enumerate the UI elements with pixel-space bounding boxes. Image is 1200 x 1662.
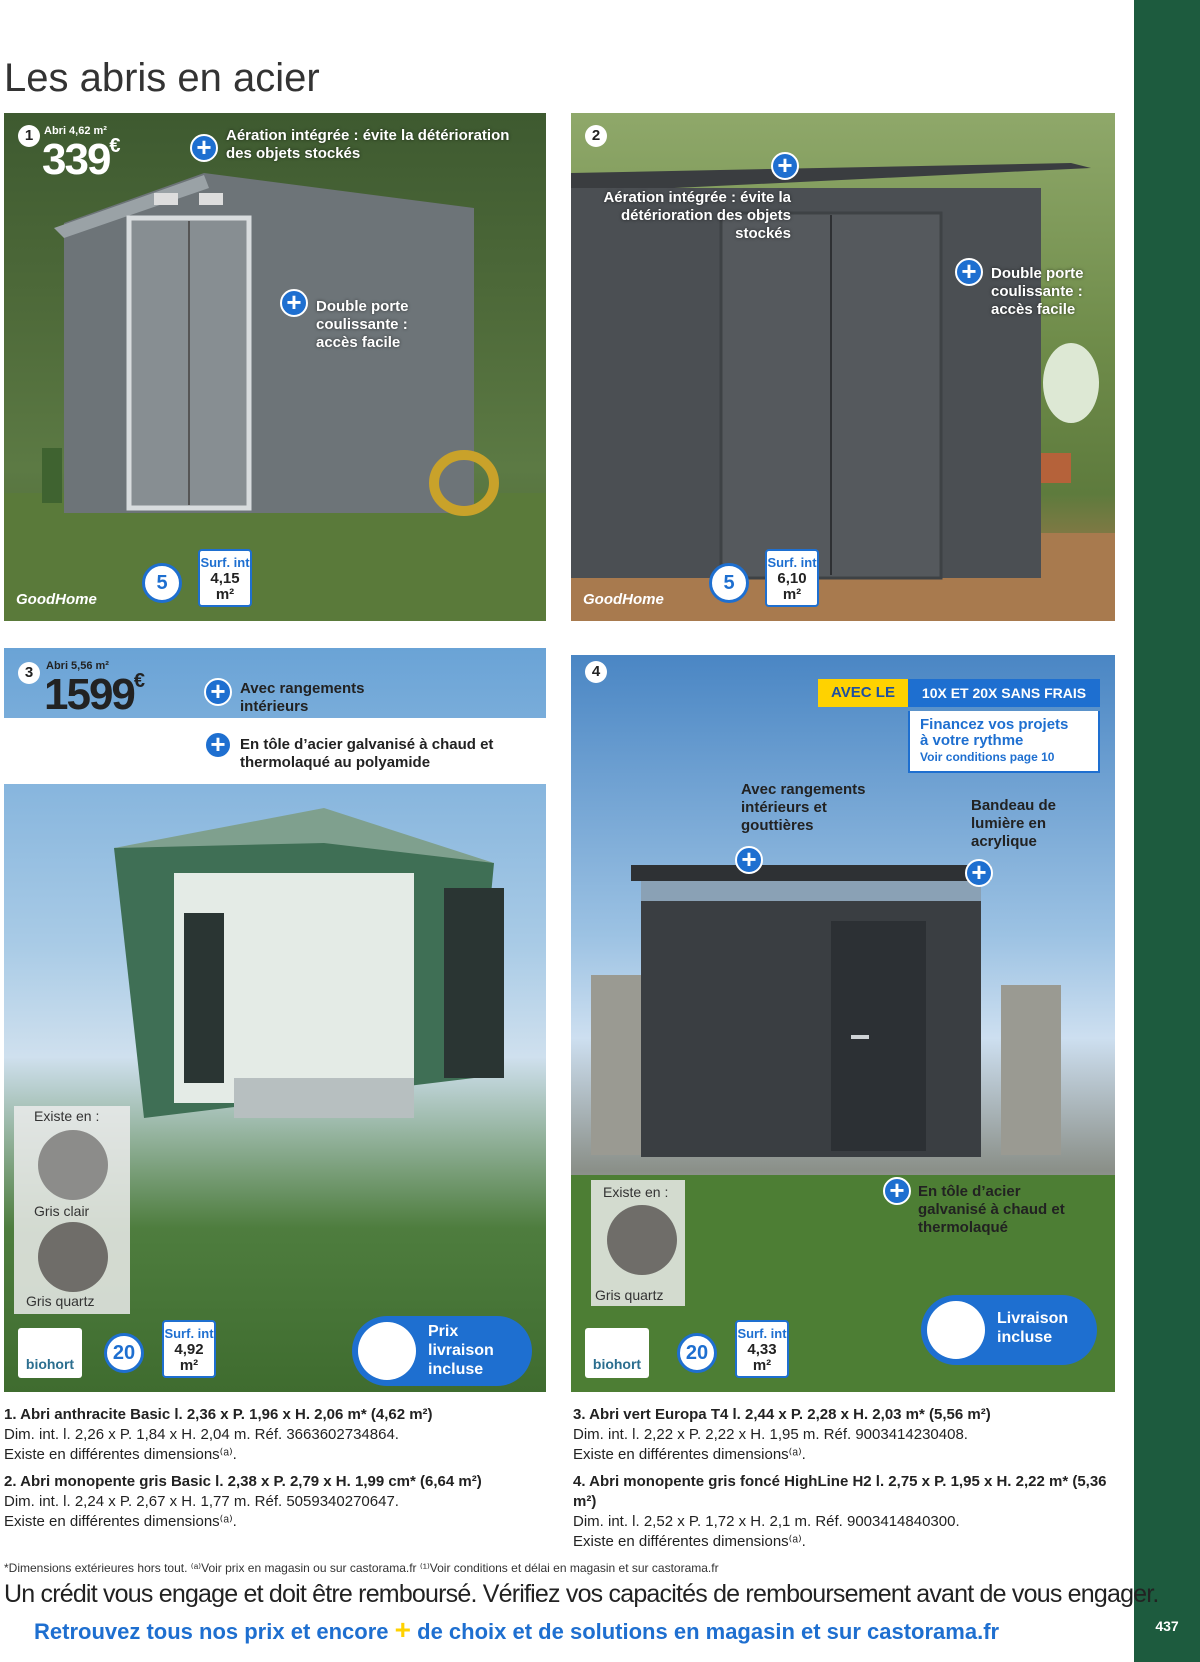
feature-text: Avec rangements intérieurs [240, 680, 365, 715]
product-number: 3 [18, 662, 40, 684]
surface-unit: m² [752, 1357, 772, 1374]
description-title: 1. Abri anthracite Basic l. 2,36 x P. 1,96 x H. 2,06 m* (4,62 m²) [4, 1406, 433, 1423]
surface-value: 6,10 [777, 570, 807, 587]
delivery-text: Livraison incluse [997, 1310, 1069, 1346]
currency: € [109, 135, 121, 157]
plus-icon: + [204, 678, 232, 706]
surface-label: Surf. int [767, 555, 817, 570]
truck-icon [927, 1301, 985, 1359]
warranty-badge: 20 [104, 1333, 144, 1373]
surface-value: 4,92 [174, 1341, 204, 1358]
color-swatch-gris-quartz[interactable] [607, 1205, 677, 1275]
page-title: Les abris en acier [4, 56, 320, 100]
price-value: 1599 [44, 670, 134, 719]
colors-label: Existe en : [34, 1108, 100, 1124]
feature-text: Aération intégrée : évite la détérioration des objets stockés [603, 189, 791, 242]
description-3 [573, 1405, 1113, 1465]
footnote: *Dimensions extérieures hors tout. ⁽ᵃ⁾Voir prix en magasin ou sur castorama.fr ⁽¹⁾Voir conditions et délai en magasin et sur castorama.fr [4, 1561, 719, 1575]
surface-value: 4,15 [210, 570, 240, 587]
color-swatch-gris-clair[interactable] [38, 1130, 108, 1200]
area-label: Abri 5,56 m² [46, 660, 109, 672]
product-panel-2[interactable] [571, 113, 1115, 621]
finance-line2: à votre rythme [920, 732, 1024, 749]
brand-biohort: biohort [585, 1328, 649, 1378]
surface-badge [162, 1320, 216, 1378]
price [42, 135, 121, 185]
warranty-badge: 5 [709, 563, 749, 603]
delivery-badge [921, 1295, 1097, 1365]
surface-label: Surf. int [737, 1326, 787, 1341]
warranty-badge: 20 [677, 1333, 717, 1373]
warranty-badge: 5 [142, 563, 182, 603]
product-panel-1[interactable] [4, 113, 546, 621]
brand-goodhome: GoodHome [16, 591, 97, 608]
area-label: Abri 4,62 m² [44, 125, 107, 137]
brand-goodhome: GoodHome [583, 591, 664, 608]
description-variants: Existe en différentes dimensions⁽ᵃ⁾. [4, 1513, 237, 1530]
finance-banner[interactable] [818, 679, 1100, 707]
plus-icon: + [965, 859, 993, 887]
currency: € [133, 670, 146, 692]
color-name: Gris quartz [26, 1293, 95, 1309]
feature-text: En tôle d’acier galvanisé à chaud et thermolaqué [918, 1183, 1065, 1236]
description-dims: Dim. int. l. 2,52 x P. 1,72 x H. 2,1 m. Réf. 9003414840300. [573, 1513, 960, 1530]
color-name: Gris quartz [595, 1287, 664, 1303]
description-variants: Existe en différentes dimensions⁽ᵃ⁾. [573, 1533, 806, 1550]
finance-conditions-link[interactable]: Voir conditions page 10 [920, 750, 1055, 764]
surface-badge [765, 549, 819, 607]
description-2 [4, 1472, 544, 1532]
page-number: 437 [1155, 1618, 1179, 1634]
delivery-text: Prix livraison incluse [428, 1323, 494, 1378]
feature-text: Avec rangements intérieurs et gouttières [741, 781, 866, 834]
surface-value: 4,33 [747, 1341, 777, 1358]
color-name: Gris clair [34, 1203, 90, 1219]
colors-label: Existe en : [603, 1184, 669, 1200]
tagline [34, 1614, 999, 1646]
plus-icon: + [190, 134, 218, 162]
description-variants: Existe en différentes dimensions⁽ᵃ⁾. [573, 1446, 806, 1463]
description-dims: Dim. int. l. 2,22 x P. 2,22 x H. 1,95 m. Réf. 9003414230408. [573, 1426, 968, 1443]
feature-text: Double porte coulissante : accès facile [316, 298, 409, 351]
description-4 [573, 1472, 1113, 1552]
description-variants: Existe en différentes dimensions⁽ᵃ⁾. [4, 1446, 237, 1463]
plus-icon: + [771, 152, 799, 180]
plus-icon: + [883, 1177, 911, 1205]
plus-icon: + [735, 846, 763, 874]
credit-warning: Un crédit vous engage et doit être remboursé. Vérifiez vos capacités de remboursement avant de vous engager. [4, 1580, 1159, 1608]
feature-text: Bandeau de lumière en acrylique [971, 797, 1057, 850]
plus-icon: + [394, 1614, 412, 1645]
description-1 [4, 1405, 544, 1465]
finance-line1: Financez vos projets [920, 716, 1069, 733]
surface-label: Surf. int [164, 1326, 214, 1341]
plus-icon: + [955, 258, 983, 286]
description-dims: Dim. int. l. 2,26 x P. 1,84 x H. 2,04 m. Réf. 3663602734864. [4, 1426, 399, 1443]
shed-image-1 [4, 113, 546, 621]
truck-icon [358, 1322, 416, 1380]
delivery-badge [352, 1316, 532, 1386]
feature-text: Aération intégrée : évite la détérioration des objets stockés [226, 127, 510, 162]
finance-avec: AVEC LE [818, 679, 908, 707]
brand-biohort: biohort [18, 1328, 82, 1378]
description-dims: Dim. int. l. 2,24 x P. 2,67 x H. 1,77 m. Réf. 5059340270647. [4, 1493, 399, 1510]
finance-box[interactable] [908, 711, 1100, 773]
surface-unit: m² [782, 586, 802, 603]
surface-unit: m² [215, 586, 235, 603]
price [44, 670, 145, 720]
feature-text: Double porte coulissante : accès facile [991, 265, 1084, 318]
surface-badge [198, 549, 252, 607]
product-panel-3[interactable] [4, 648, 546, 1392]
description-title: 2. Abri monopente gris Basic l. 2,38 x P. 2,79 x H. 1,99 cm* (6,64 m²) [4, 1473, 482, 1490]
tagline-part-a: Retrouvez tous nos prix et encore [34, 1619, 389, 1644]
description-title: 3. Abri vert Europa T4 l. 2,44 x P. 2,28 x H. 2,03 m* (5,56 m²) [573, 1406, 991, 1423]
sidebar-band [1134, 0, 1200, 1662]
tagline-part-b[interactable]: de choix et de solutions en magasin et sur castorama.fr [417, 1619, 1000, 1644]
price-value: 339 [42, 135, 110, 184]
finance-offer: 10X ET 20X SANS FRAIS [908, 679, 1100, 707]
surface-label: Surf. int [200, 555, 250, 570]
surface-badge [735, 1320, 789, 1378]
product-number: 1 [18, 125, 40, 147]
feature-text: En tôle d’acier galvanisé à chaud et thermolaqué au polyamide [240, 736, 494, 771]
surface-unit: m² [179, 1357, 199, 1374]
product-number: 2 [585, 125, 607, 147]
description-title: 4. Abri monopente gris foncé HighLine H2 l. 2,75 x P. 1,95 x H. 2,22 m* (5,36 m²) [573, 1473, 1107, 1510]
color-swatch-gris-quartz[interactable] [38, 1222, 108, 1292]
plus-icon: + [204, 731, 232, 759]
product-number: 4 [585, 661, 607, 683]
plus-icon: + [280, 289, 308, 317]
